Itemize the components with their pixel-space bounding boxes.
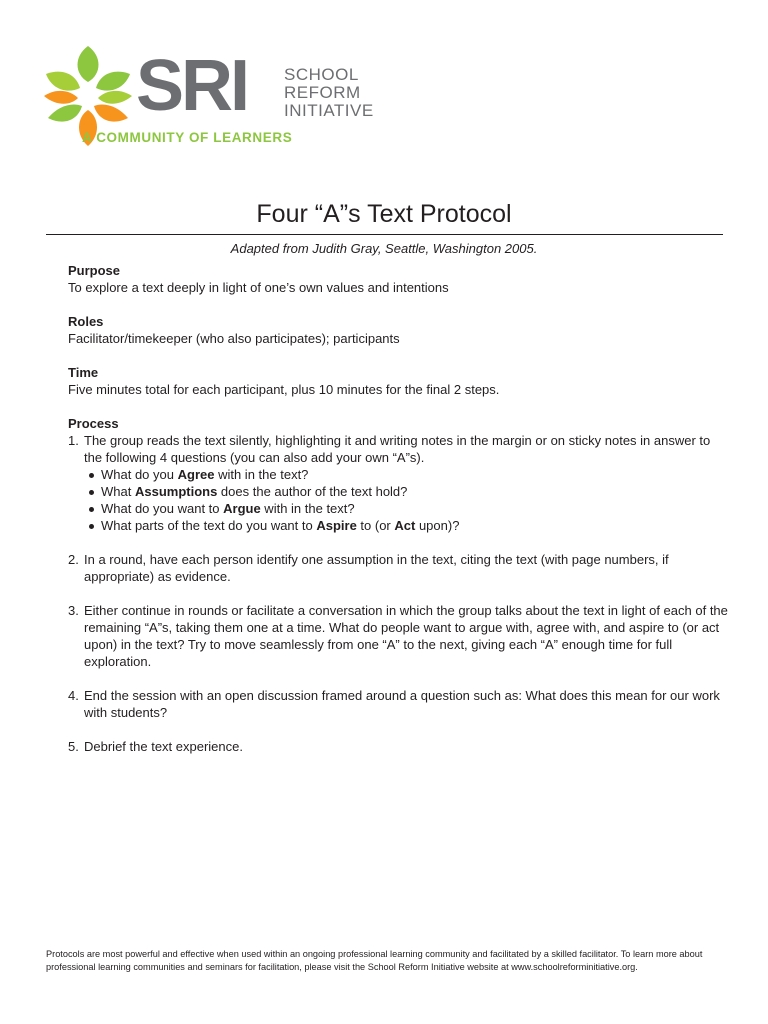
step-text: Either continue in rounds or facilitate a conversation in which the group talks about the text in light of each of the remaining “A”s, taking them one at a time. What do people want to argue with, agree with, and aspire to (or act upon) in the text? Try to move seamlessly from one “A” to the next, giving each “A” enough time for full exploration.: [84, 603, 728, 669]
roles-text: Facilitator/timekeeper (who also participates); participants: [68, 331, 400, 346]
bullet-keyword: Argue: [223, 501, 261, 516]
process-steps: [68, 432, 728, 755]
process-step: [68, 432, 728, 534]
logo-name-line: SCHOOL: [284, 65, 359, 84]
time-text: Five minutes total for each participant, plus 10 minutes for the final 2 steps.: [68, 382, 500, 397]
purpose-text: To explore a text deeply in light of one’s own values and intentions: [68, 280, 449, 295]
spacer: [68, 296, 728, 313]
step-text: In a round, have each person identify one assumption in the text, citing the text (with page numbers, if appropriate) as evidence.: [84, 552, 669, 584]
bullet-text: to (or: [356, 518, 395, 533]
bullet-keyword: Aspire: [316, 518, 357, 533]
bullet-text: What do you want to: [101, 501, 224, 516]
bullet-text: What: [101, 484, 135, 499]
bullet-text: does the author of the text hold?: [217, 484, 408, 499]
logo-name-line: INITIATIVE: [284, 101, 374, 120]
step-number: 1.: [68, 433, 79, 448]
step-number: 3.: [68, 603, 79, 618]
bullet-text: with in the text?: [260, 501, 355, 516]
step-text: The group reads the text silently, highlighting it and writing notes in the margin or on sticky notes in answer to the following 4 questions (you can also add your own “A”s).: [84, 433, 711, 465]
logo-name: [284, 66, 374, 120]
spacer: [68, 585, 728, 602]
bullet-text: What parts of the text do you want to: [101, 518, 317, 533]
page-title: Four “A”s Text Protocol: [256, 200, 512, 228]
spacer: [68, 670, 728, 687]
process-step: [68, 738, 728, 755]
bullet-keyword: Agree: [177, 467, 215, 482]
list-item: [84, 483, 728, 500]
roles-heading: Roles: [68, 314, 104, 329]
time-heading: Time: [68, 365, 99, 380]
question-list: [84, 466, 728, 534]
list-item: [84, 466, 728, 483]
title-divider: [46, 234, 723, 235]
bullet-keyword: Assumptions: [134, 484, 218, 499]
process-step: [68, 602, 728, 670]
bullet-keyword: Act: [394, 518, 416, 533]
spacer: [68, 347, 728, 364]
bullet-text: What do you: [101, 467, 178, 482]
process-heading: Process: [68, 416, 119, 431]
spacer: [68, 534, 728, 551]
purpose-heading: Purpose: [68, 263, 121, 278]
logo-tagline: A COMMUNITY OF LEARNERS: [82, 130, 293, 145]
list-item: [84, 500, 728, 517]
process-step: [68, 687, 728, 721]
step-number: 4.: [68, 688, 79, 703]
bullet-text: upon)?: [415, 518, 460, 533]
sri-logo: [44, 44, 374, 150]
logo-abbreviation: SRI: [136, 46, 248, 126]
spacer: [68, 721, 728, 738]
logo-name-line: REFORM: [284, 83, 361, 102]
step-number: 5.: [68, 739, 79, 754]
step-number: 2.: [68, 552, 79, 567]
footer-note: Protocols are most powerful and effective when used within an ongoing professional learning community and facilitated by a skilled facilitator. To learn more about professional learning communities and seminars for facilitation, please visit the School Reform Initiative website at www.schoolreforminitiative.org.: [46, 949, 703, 972]
step-text: End the session with an open discussion framed around a question such as: What does this mean for our work with students?: [84, 688, 720, 720]
process-step: [68, 551, 728, 585]
list-item: [84, 517, 728, 534]
step-text: Debrief the text experience.: [84, 739, 243, 754]
page-subtitle: Adapted from Judith Gray, Seattle, Washington 2005.: [230, 241, 538, 256]
spacer: [68, 398, 728, 415]
bullet-text: with in the text?: [214, 467, 309, 482]
document-body: [68, 262, 728, 755]
